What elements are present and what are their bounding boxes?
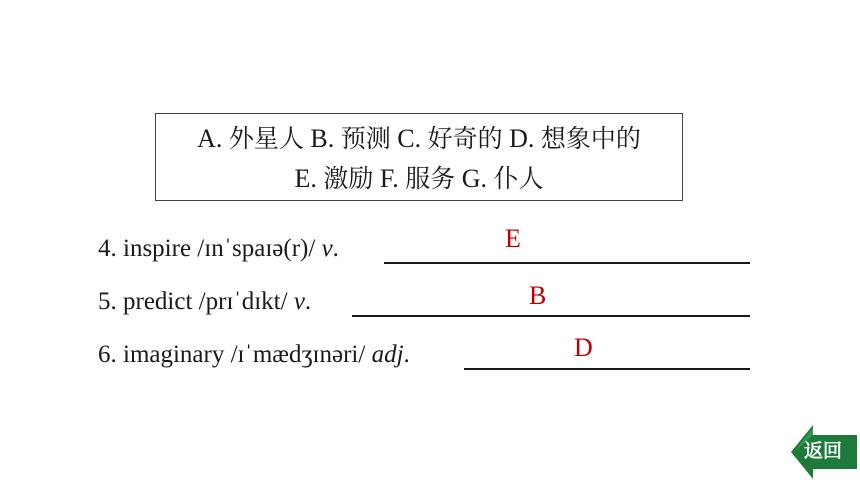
answer-blank[interactable]	[464, 368, 750, 370]
option-text-a: 外星人	[228, 124, 304, 153]
option-letter-d: D.	[509, 124, 535, 153]
back-button-label: 返回	[803, 440, 842, 462]
question-punct: .	[332, 235, 339, 262]
option-letter-c: C.	[397, 124, 422, 153]
question-phonetic: /ɪˈmædʒɪnəri/	[230, 341, 366, 368]
option-text-c: 好奇的	[427, 124, 503, 153]
option-letter-e: E.	[294, 164, 317, 193]
question-text	[98, 338, 410, 372]
question-word: imaginary	[123, 341, 225, 368]
question-row-4	[98, 224, 750, 272]
options-line-2	[156, 159, 682, 199]
question-number: 6.	[98, 341, 117, 368]
question-punct: .	[304, 288, 312, 315]
answer-blank[interactable]	[352, 315, 750, 317]
question-pos: v	[293, 288, 305, 315]
option-letter-g: G.	[461, 164, 488, 193]
question-punct: .	[403, 341, 410, 368]
question-text	[98, 285, 311, 319]
answer-blank[interactable]	[384, 262, 750, 264]
option-text-e: 激励	[323, 164, 374, 193]
question-number: 5.	[98, 288, 117, 315]
answer-letter: B	[529, 281, 547, 310]
question-pos: v	[321, 235, 333, 262]
answer-letter: D	[574, 333, 593, 362]
option-text-b: 预测	[340, 124, 391, 153]
option-letter-b: B.	[310, 124, 335, 153]
question-word: predict	[123, 288, 193, 315]
question-phonetic: /prɪˈdɪkt/	[198, 288, 288, 315]
back-button[interactable]	[791, 425, 857, 479]
question-row-5	[98, 281, 750, 325]
question-word: inspire	[123, 235, 192, 262]
answer-letter: E	[505, 224, 521, 253]
options-box	[155, 113, 683, 201]
options-line-1	[156, 119, 682, 159]
option-text-f: 服务	[405, 164, 456, 193]
option-letter-a: A.	[197, 124, 223, 153]
option-letter-f: F.	[379, 164, 399, 193]
question-text	[98, 232, 339, 266]
option-text-d: 想象中的	[540, 124, 641, 153]
question-phonetic: /ɪnˈspaɪə(r)/	[197, 235, 316, 262]
question-pos: adj	[371, 341, 404, 368]
question-row-6	[98, 333, 750, 378]
option-text-g: 仆人	[493, 164, 544, 193]
question-number: 4.	[98, 235, 117, 262]
